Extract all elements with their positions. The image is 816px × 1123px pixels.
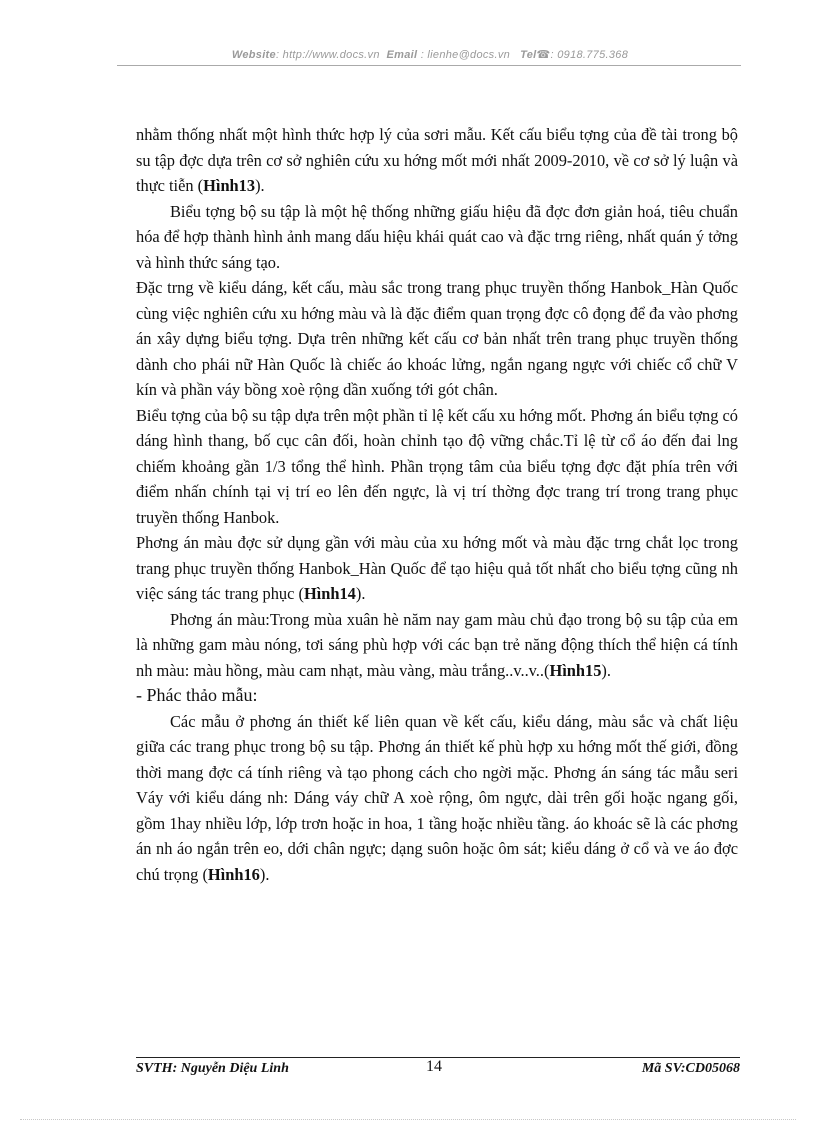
page-footer — [136, 1058, 740, 1078]
paragraph-7: Các mẫu ở phơng án thiết kế liên quan về kết cấu, kiểu dáng, màu sắc và chất liệu giữa các trang phục trong bộ su tập. Phơng án thiết kế phù hợp xu hớng mốt thế giới, đồng thời mang đợc cá tính riêng và tạo phong cách cho ngời mặc. Phơng án sáng tác mẫu seri Váy với kiểu dáng nh: Dáng váy chữ A xoè rộng, ôm ngực, dài trên gối hoặc ngang gối, gồm 1hay nhiều lớp, lớp trơn hoặc in hoa, 1 tầng hoặc nhiều tầng. áo khoác sẽ là các phơng án nh áo ngắn trên eo, dới chân ngực; dạng suôn hoặc ôm sát; kiểu dáng ở cổ và ve áo đợc chú trọng (Hình16). — [136, 711, 738, 884]
tel-number: ☎: 0918.775.368 — [536, 49, 629, 61]
page-bottom-dotted-line — [20, 1119, 796, 1120]
email-label: Email — [386, 49, 418, 61]
figure-ref: Hình13 — [203, 176, 256, 195]
paragraph-3: Đặc trng về kiểu dáng, kết cấu, màu sắc trong trang phục truyền thống Hanbok_Hàn Quốc cùng việc nghiên cứu xu hớng màu và là đặc điểm quan trọng đợc cô đọng để đa vào phơng án xây dựng biểu tợng. Dựa trên những kết cấu cơ bản nhất trên trang phục truyền thống dành cho phái nữ Hàn Quốc là chiếc áo khoác lửng, ngắn ngang ngực với chiếc cổ chữ V kín và phần váy bồng xoè rộng dần xuống tới gót chân. — [136, 278, 738, 399]
paragraph-2: Biểu tợng bộ su tập là một hệ thống những giấu hiệu đã đợc đơn giản hoá, tiêu chuẩn hóa để hợp thành hình ảnh mang dấu hiệu khái quát cao và đặc trng riêng, nhất quán ý tởng và hình thức sáng tạo. — [136, 201, 738, 272]
tel-label: Tel — [520, 49, 537, 61]
footer-student-id: Mã SV:CD05068 — [641, 1061, 740, 1076]
website-label: Website — [231, 49, 276, 61]
paragraph-1: nhằm thống nhất một hình thức hợp lý của sơri mẫu. Kết cấu biểu tợng của đề tài trong bộ su tập đợc dựa trên cơ sở nghiên cứu xu hớng mốt mới nhất 2009-2010, về cơ sở lý luận và thực tiễn (Hình13). — [136, 125, 738, 195]
document-body — [136, 122, 738, 887]
website-url[interactable]: : http://www.docs.vn — [275, 49, 380, 61]
page-header — [120, 48, 740, 61]
paragraph-5: Phơng án màu đợc sử dụng gần với màu của xu hớng mốt và màu đặc trng chắt lọc trong trang phục truyền thống Hanbok_Hàn Quốc để tạo hiệu quả tốt nhất cho biểu tợng cũng nh việc sáng tác trang phục (Hình14). — [136, 533, 738, 603]
paragraph-6: Phơng án màu:Trong mùa xuân hè năm nay gam màu chủ đạo trong bộ su tập của em là những gam màu nóng, tơi sáng phù hợp với các bạn trẻ năng động thích thể hiện cá tính nh màu: màu hồng, màu cam nhạt, màu vàng, màu trắng..v..v..(Hình15). — [136, 609, 738, 680]
figure-ref: Hình15 — [549, 660, 602, 680]
page-number: 14 — [426, 1058, 442, 1075]
footer-author: SVTH: Nguyễn Diệu Linh — [136, 1061, 289, 1076]
paragraph-4: Biểu tợng của bộ su tập dựa trên một phần tỉ lệ kết cấu xu hớng mốt. Phơng án biểu tợng có dáng hình thang, bố cục cân đối, hoàn chỉnh tạo độ vững chắc.Tỉ lệ từ cổ áo đến đai lng chiếm khoảng gần 1/3 tổng thể hình. Phần trọng tâm của biểu tợng đợc đặt phía trên với điểm nhấn chính tại vị trí eo lên đến ngực, là vị trí thờng đợc trang trí trong trang phục truyền thống Hanbok. — [136, 405, 738, 527]
header-divider — [117, 65, 741, 66]
section-heading: - Phác thảo mẫu: — [136, 685, 258, 705]
email-address[interactable]: : lienhe@docs.vn — [417, 49, 511, 61]
figure-ref: Hình14 — [303, 584, 356, 603]
figure-ref: Hình16 — [207, 864, 260, 884]
